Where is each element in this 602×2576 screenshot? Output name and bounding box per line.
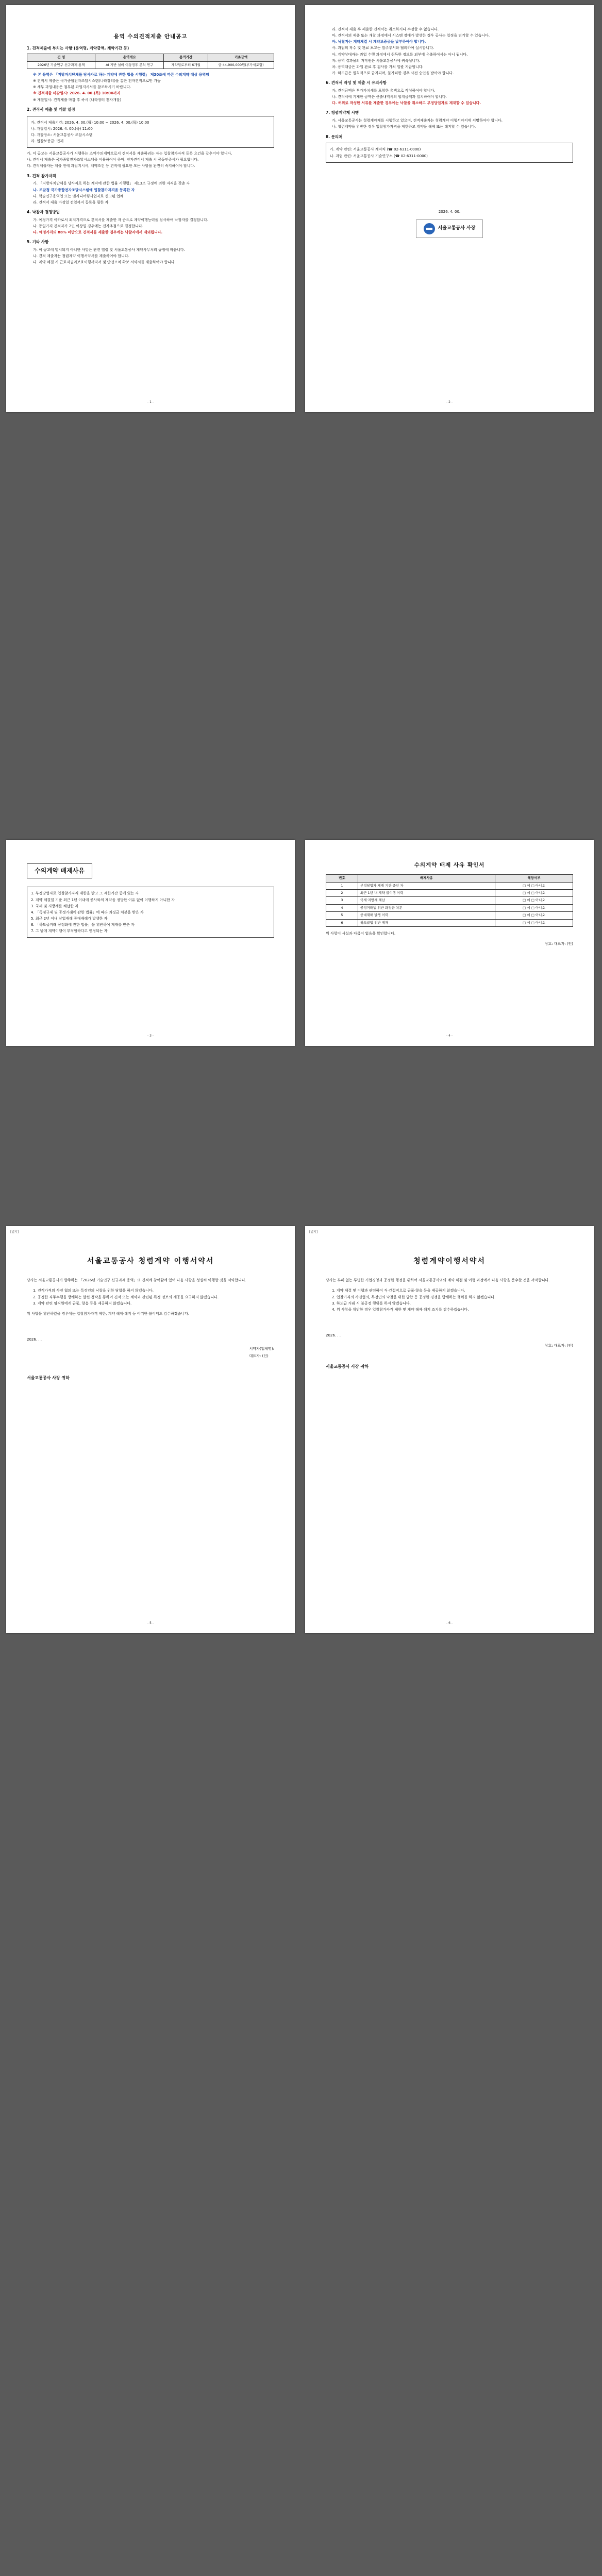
pledge-date: 2026. . . xyxy=(326,1333,341,1337)
pledge-item: 2. 입찰가격의 사전협의, 특정인의 낙찰을 위한 담합 등 공정한 경쟁을 방해하는 행위를 하지 않겠습니다. xyxy=(332,1295,496,1299)
addressee: 서울교통공사 사장 귀하 xyxy=(326,1364,369,1369)
page-6 xyxy=(305,1226,594,1633)
addressee: 서울교통공사 사장 귀하 xyxy=(27,1376,70,1381)
section-1-title: 1. 견적제출에 부치는 사항 (용역명, 계약금액, 계약기간 등) xyxy=(27,46,129,51)
table-cell: 하도급법 위반 제재 xyxy=(358,919,495,926)
contact-item: 나. 과업 관련: 서울교통공사 기술연구소 (☎ 02-6311-0000) xyxy=(330,154,428,158)
page-number: - 1 - xyxy=(147,400,154,404)
table-cell: 6 xyxy=(326,919,358,926)
qual-item: 라. 견적서 제출 마감일 전일까지 등록을 필한 자 xyxy=(33,200,109,205)
body-text: 다. 견적제출자는 제출 전에 과업지시서, 계약조건 등 견적에 필요한 모든 사항을 완전히 숙지하여야 합니다. xyxy=(27,164,195,168)
list-item: 4. 「독점규제 및 공정거래에 관한 법률」에 따라 과징금 처분을 받은 자 xyxy=(31,910,144,914)
table-cell: 국세·지방세 체납 xyxy=(358,897,495,904)
page-number: - 3 - xyxy=(147,1034,154,1038)
award-item: 가. 예정가격 이하로서 최저가격으로 견적서를 제출한 자 순으로 계약이행능력을 심사하여 낙찰자를 결정합니다. xyxy=(33,217,208,222)
schedule-box xyxy=(27,116,274,148)
agency-name: 서울교통공사 사장 xyxy=(438,226,476,231)
list-item: 2. 계약 체결일 기준 최근 1년 이내에 공사와의 계약을 정당한 이유 없이 이행하지 아니한 자 xyxy=(31,897,175,902)
schedule-item: 가. 견적서 제출기간: 2026. 4. 00.(월) 10:00 ~ 2026. 4. 00.(목) 10:00 xyxy=(31,120,149,125)
checkbox-cell[interactable]: □ 예 □ 아니오 xyxy=(495,882,573,889)
table-cell: 2 xyxy=(326,890,358,897)
table-cell: 5 xyxy=(326,912,358,919)
item: 바. 낙찰자는 계약체결 시 계약보증금을 납부하여야 합니다. xyxy=(332,40,426,44)
pledge-item: 3. 계약 관련 임직원에게 금품, 향응 등을 제공하지 않겠습니다. xyxy=(33,1301,132,1306)
note: ※ 개찰일시: 견적제출 마감 후 즉시 (나라장터 전자개찰) xyxy=(33,97,122,102)
checkbox-cell[interactable]: □ 예 □ 아니오 xyxy=(495,904,573,911)
pledge-date: 2026. . . xyxy=(27,1337,42,1342)
qual-item: 나. 조달청 국가종합전자조달시스템에 입찰참가자격을 등록한 자 xyxy=(33,188,135,192)
pledge-title: 서울교통공사 청렴계약 이행서약서 xyxy=(87,1257,214,1265)
exclusion-check-table xyxy=(326,874,573,927)
contact-box xyxy=(326,143,573,162)
signature-line: 상호: 대표자: (인) xyxy=(544,942,573,946)
table-row xyxy=(326,904,573,911)
item: 아. 계약상대자는 과업 수행 과정에서 취득한 정보를 외부에 유출하여서는 아니 됩니다. xyxy=(332,52,468,57)
list-item: 6. 「하도급거래 공정화에 관한 법률」을 위반하여 제재를 받은 자 xyxy=(31,923,135,927)
list-item: 1. 부정당업자로 입찰참가자격 제한을 받고 그 제한기간 중에 있는 자 xyxy=(31,891,139,896)
signature-block xyxy=(27,1345,274,1360)
contact-item: 가. 계약 관련: 서울교통공사 계약처 (☎ 02-6311-0000) xyxy=(330,147,421,152)
schedule-item: 라. 입찰보증금: 면제 xyxy=(31,139,64,143)
page-tag: [별지] xyxy=(309,1230,318,1234)
pledge-item: 2. 공정한 직무수행을 방해하는 알선·청탁을 통하여 견적 또는 계약과 관련된 특정 정보의 제공을 요구하지 않겠습니다. xyxy=(33,1295,219,1299)
note: 나. 견적서에 기재한 금액은 산출내역서의 합계금액과 일치하여야 합니다. xyxy=(332,95,447,99)
item: 사. 과업의 착수 및 완료 보고는 발주부서와 협의하여 실시합니다. xyxy=(332,46,434,50)
page-number: - 2 - xyxy=(446,400,453,404)
table-header: 해당여부 xyxy=(495,875,573,882)
checkbox-cell[interactable]: □ 예 □ 아니오 xyxy=(495,890,573,897)
agency-logo-box xyxy=(416,219,483,238)
issuer-block xyxy=(326,209,573,238)
table-row xyxy=(326,897,573,904)
section-3-title: 3. 견적 참가자격 xyxy=(27,173,56,178)
qual-item: 다. 학술연구용역업 또는 엔지니어링사업자로 신고된 업체 xyxy=(33,194,124,198)
page-number: - 4 - xyxy=(446,1034,453,1038)
section-4-title: 4. 낙찰자 결정방법 xyxy=(27,209,60,214)
note: 가. 견적금액은 부가가치세를 포함한 총액으로 작성하여야 합니다. xyxy=(332,89,436,93)
item: 자. 용역 결과물의 저작권은 서울교통공사에 귀속됩니다. xyxy=(332,58,421,63)
table-cell: 중대재해 발생 이력 xyxy=(358,912,495,919)
confirm-title: 수의계약 배제 사유 확인서 xyxy=(414,862,485,868)
note: ※ 견적서 제출은 국가종합전자조달시스템(나라장터)을 통한 전자견적으로만 가능 xyxy=(33,79,161,83)
signer-company: 서약자(업체명): xyxy=(249,1347,274,1351)
page-tag: [별지] xyxy=(10,1230,19,1234)
award-item: 나. 동일가격 견적자가 2인 이상일 경우에는 전자추첨으로 결정합니다. xyxy=(33,224,143,228)
schedule-item: 다. 개찰장소: 서울교통공사 조달시스템 xyxy=(31,132,93,137)
pledge-title: 청렴계약이행서약서 xyxy=(413,1257,486,1265)
checkbox-cell[interactable]: □ 예 □ 아니오 xyxy=(495,919,573,926)
table-header: 용역기간 xyxy=(164,54,208,61)
etc-item: 가. 이 공고에 명시되지 아니한 사항은 관련 법령 및 서울교통공사 계약사무처리 규정에 따릅니다. xyxy=(33,248,185,252)
qual-item: 가. 「지방자치단체를 당사자로 하는 계약에 관한 법률 시행령」 제13조 규정에 의한 자격을 갖춘 자 xyxy=(33,181,190,186)
signer-rep: 대표자: (인) xyxy=(249,1354,269,1359)
checkbox-cell[interactable]: □ 예 □ 아니오 xyxy=(495,897,573,904)
seoul-metro-logo-icon xyxy=(424,223,435,234)
page-1 xyxy=(6,5,295,412)
table-header: 건 명 xyxy=(27,54,95,61)
table-row xyxy=(326,882,573,889)
table-cell: 2026년 기술연구 신규과제 용역 xyxy=(27,61,95,69)
note: 나. 청렴계약을 위반한 경우 입찰참가자격을 제한하고 계약을 해제 또는 해지할 수 있습니다. xyxy=(332,125,476,129)
table-cell: 3 xyxy=(326,897,358,904)
item: 라. 견적서 제출 후 제출한 견적서는 취소하거나 수정할 수 없습니다. xyxy=(332,27,439,31)
schedule-item: 나. 개찰일시: 2026. 4. 00.(목) 11:00 xyxy=(31,126,93,131)
table-cell: 1 xyxy=(326,882,358,889)
issue-date: 2026. 4. 00. xyxy=(438,209,461,214)
pledge-item: 1. 계약 체결 및 이행과 관련하여 직·간접적으로 금품·향응 등을 제공하지 않겠습니다. xyxy=(332,1289,465,1293)
page-2 xyxy=(305,5,594,412)
page-number: - 5 - xyxy=(147,1621,154,1625)
table-cell: 부정당업자 제재 기간 중인 자 xyxy=(358,882,495,889)
table-row xyxy=(326,912,573,919)
list-item: 7. 그 밖에 계약이행이 부적합하다고 인정되는 자 xyxy=(31,929,108,934)
service-table xyxy=(27,54,274,69)
item: 차. 용역대금은 과업 완료 후 검사를 거쳐 일괄 지급합니다. xyxy=(332,64,424,69)
pledge-item: 3. 하도급 거래 시 불공정 행위를 하지 않겠습니다. xyxy=(332,1301,411,1306)
checkbox-cell[interactable]: □ 예 □ 아니오 xyxy=(495,912,573,919)
pledge-intro: 당사는 부패 없는 투명한 기업경영과 공정한 행정을 위하여 서울교통공사와의 계약 체결 및 이행 과정에서 다음 사항을 준수할 것을 서약합니다. xyxy=(326,1278,550,1283)
note: 가. 서울교통공사는 청렴계약제를 시행하고 있으며, 견적제출자는 청렴계약 이행서약서에 서명하여야 합니다. xyxy=(332,118,503,123)
page-5 xyxy=(6,1226,295,1633)
body-text: 가. 이 공고는 서울교통공사가 시행하는 소액수의계약으로서 견적서를 제출하려는 자는 입찰참가자격 등록 요건을 갖추어야 합니다. xyxy=(27,151,232,156)
note: 다. 허위로 작성한 서류를 제출한 경우에는 낙찰을 취소하고 부정당업자로 제재할 수 있습니다. xyxy=(332,101,481,106)
table-header: 번호 xyxy=(326,875,358,882)
exclusion-list xyxy=(27,887,274,938)
etc-item: 다. 계약 체결 시 근로자권리보호이행서약서 및 안전조치 확보 서약서를 제출하여야 합니다. xyxy=(33,260,176,265)
table-row xyxy=(326,890,573,897)
signature-line: 상호: 대표자: (인) xyxy=(544,1344,573,1348)
note: ※ 세부 과업내용은 첨부된 과업지시서를 참조하시기 바랍니다. xyxy=(33,85,131,90)
note: ※ 본 용역은 「지방자치단체를 당사자로 하는 계약에 관한 법률 시행령」 제30조에 따른 수의계약 대상 용역임 xyxy=(33,72,209,77)
pledge-item: 4. 위 사항을 위반한 경우 입찰참가자격 제한 및 계약 해제·해지 조치를 감수하겠습니다. xyxy=(332,1307,469,1312)
award-item: 다. 예정가격의 88% 미만으로 견적서를 제출한 경우에는 낙찰자에서 제외됩니다. xyxy=(33,230,163,235)
pledge-item: 1. 견적가격의 사전 협의 또는 특정인의 낙찰을 위한 담합을 하지 않겠습니다. xyxy=(33,1289,154,1293)
page-3 xyxy=(6,840,295,1046)
section-2-title: 2. 견적서 제출 및 개찰 일정 xyxy=(27,107,75,112)
table-header: 기초금액 xyxy=(208,54,274,61)
table-cell: 공정거래법 위반 과징금 처분 xyxy=(358,904,495,911)
page-4 xyxy=(305,840,594,1046)
body-text: 나. 견적서 제출은 국가종합전자조달시스템을 이용하여야 하며, 전자견적서 제출 시 공동인증서가 필요합니다. xyxy=(27,158,199,162)
section-7-title: 7. 청렴계약제 시행 xyxy=(326,110,359,115)
table-cell: 4 xyxy=(326,904,358,911)
pledge-ending: 위 사항을 위반하였을 경우에는 입찰참가자격 제한, 계약 해제·해지 등 어떠한 불이익도 감수하겠습니다. xyxy=(27,1311,190,1316)
item: 마. 견적서의 제출 또는 개찰 과정에서 시스템 장애가 발생한 경우 공사는 일정을 연기할 수 있습니다. xyxy=(332,33,490,38)
section-5-title: 5. 기타 사항 xyxy=(27,240,49,245)
etc-item: 나. 견적 제출자는 청렴계약 이행서약서를 제출하여야 합니다. xyxy=(33,254,129,259)
table-cell: 금 44,900,000원(부가세포함) xyxy=(208,61,274,69)
table-cell: 계약일로부터 6개월 xyxy=(164,61,208,69)
table-cell: AI 기반 설비 이상징후 분석 연구 xyxy=(95,61,164,69)
table-row xyxy=(326,919,573,926)
section-8-title: 8. 문의처 xyxy=(326,134,343,139)
page-number: - 6 - xyxy=(446,1621,453,1625)
section-tab-title: 수의계약 배제사유 xyxy=(27,863,92,878)
section-6-title: 6. 견적서 작성 및 제출 시 유의사항 xyxy=(326,80,387,86)
item: 카. 하도급은 원칙적으로 금지되며, 불가피한 경우 사전 승인을 받아야 합니다. xyxy=(332,71,454,75)
note: ※ 견적제출 마감일시: 2026. 4. 00.(목) 10:00까지 xyxy=(33,91,121,96)
table-cell: 최근 1년 내 계약 불이행 이력 xyxy=(358,890,495,897)
pledge-intro: 당사는 서울교통공사가 발주하는 「2026년 기술연구 신규과제 용역」의 견적에 참여함에 있어 다음 사항을 성실히 이행할 것을 서약합니다. xyxy=(27,1278,246,1283)
confirm-text: 위 사항이 사실과 다름이 없음을 확인합니다. xyxy=(326,931,396,936)
table-header: 배제사유 xyxy=(358,875,495,882)
table-header: 용역개요 xyxy=(95,54,164,61)
notice-title: 용역 수의견적제출 안내공고 xyxy=(113,33,188,40)
list-item: 3. 국세 및 지방세를 체납한 자 xyxy=(31,904,79,908)
list-item: 5. 최근 2년 이내 산업재해 중대재해가 발생한 자 xyxy=(31,916,108,921)
